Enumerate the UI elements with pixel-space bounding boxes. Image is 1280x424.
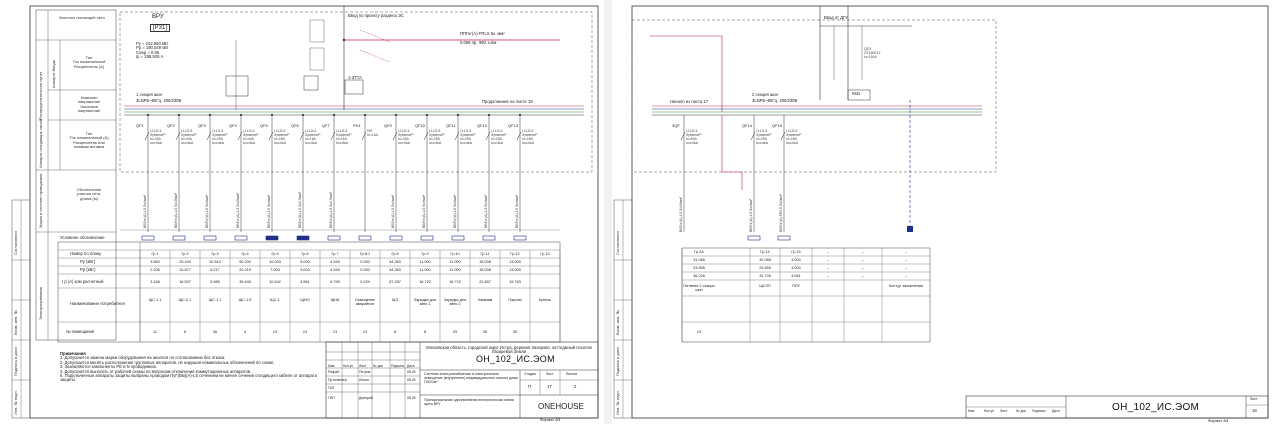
table-cell: 20.440 [179, 260, 191, 264]
stamp-col-kol: Кол.уч [984, 409, 995, 413]
row-label-pr: Pр (кВт) [80, 267, 96, 272]
stamp-role: Разраб [328, 370, 340, 374]
table-cell: 44.260 [389, 268, 401, 272]
feeder-id: QF4 [229, 123, 237, 128]
table-cell: Гр.6 [301, 252, 309, 256]
feeder-spec: L1L2L3 SystemeP In=25А Icu=6кА [522, 129, 538, 145]
table-cell: 10.877 [179, 268, 191, 272]
table-cell: 13.000 [509, 260, 521, 264]
stamp-sheet: 18 [1252, 408, 1257, 413]
table-cell: 13 [332, 330, 338, 334]
table-cell: 0.229 [360, 280, 370, 284]
consumer-marker [778, 236, 790, 240]
stamp-col-list: Лист [1000, 409, 1008, 413]
consumer-marker [483, 236, 495, 240]
table-cell: 10.810 [209, 260, 221, 264]
table-cell: 11.000 [419, 268, 431, 272]
vlabel-consumer: Электроприёмник [38, 286, 43, 320]
table-cell: 20.855 [759, 266, 771, 270]
consumer-marker [266, 236, 278, 240]
table-cell: 44.260 [389, 260, 401, 264]
table-cell: ЩС-1.5 [238, 298, 252, 302]
vlabel-distribution-point: Распределительное пункт [38, 71, 43, 120]
feeder-id: QF14 [742, 123, 753, 128]
feeder-id: QF1 [136, 123, 144, 128]
bus-junction [364, 114, 366, 116]
stamp-col-doc: № док [1016, 409, 1026, 413]
panel-param: Cosφ = 0.95 [136, 49, 160, 55]
consumer-marker [173, 236, 185, 240]
feeder-spec: L1L2L3 SystemeP In=25А Icu=6кА [786, 129, 802, 145]
table-cell: 20.219 [239, 268, 251, 272]
breaker-symbol [207, 132, 211, 140]
feed-text: Ввод по проекту раздела ЭС [348, 13, 404, 18]
stamp-col-doc: № док [373, 364, 383, 368]
table-cell: ЩЭ [391, 298, 399, 302]
header-supply-network: Военное питающей сети [59, 15, 105, 20]
table-cell: Гр.2А [694, 250, 704, 254]
table-cell: Зарядка для авто 2 [443, 298, 467, 306]
breaker-symbol [424, 132, 428, 140]
bus-junction [333, 114, 335, 116]
table-cell: 36 [212, 330, 218, 334]
table-cell: 13 [302, 330, 308, 334]
table-cell: Гр.7 [331, 252, 339, 256]
right-sheet [612, 0, 1280, 424]
stamp-address: Московская область, городской округ Истра, деревня Захарово, коттеджный поселок Лазаревой Земли [426, 345, 592, 355]
breaker-symbol [681, 132, 685, 140]
stamp-sheets-label: Листов [566, 372, 578, 376]
table-cell: ЩСЗП [759, 284, 771, 288]
table-cell: 29 [452, 330, 458, 334]
header-outgoing-device: Тип Ток номинальный (А) Расцепитель или плавкая вставка [69, 131, 109, 150]
feeder-id: QF12 [477, 123, 488, 128]
bus-junction [426, 114, 428, 116]
stamp-drawing-title: Принципиальная однолинейная электрическая схема щита ВРУ [424, 398, 514, 406]
note-item: 2. Допускается менять расположение групповых аппаратов, не нарушая номинальных обозначений по схеме. [60, 359, 275, 365]
stamp-sheet-label: Лист [1250, 397, 1258, 401]
stamp-title: Система электроснабжения и электрическое освещение (внутреннее) индивидуального жилого дома ПЛ2/2м² [424, 372, 518, 384]
consumer-marker [142, 236, 154, 240]
side-label: Взам. инв. № [615, 310, 620, 335]
switch-qs3-spec: QS3 OT160E12 In=160А [864, 47, 881, 59]
feeder-spec: L1L2L3 SystemeP In=25А Icu=6кА [491, 129, 507, 145]
stamp-date: 08.25 [407, 396, 416, 400]
from-sheet-label: Начало из листа 17 [670, 99, 709, 104]
feeder-spec: L1L2L3 SystemeP In=40А Icu=6кА [243, 129, 259, 145]
table-cell: Гр.11 [480, 252, 490, 256]
stamp-person: Петров [359, 370, 371, 374]
feeder-id: РН1 [353, 123, 361, 128]
feeder-id: QF9 [384, 123, 392, 128]
table-cell: 0.050 [360, 260, 370, 264]
table-cell: 11.000 [419, 260, 431, 264]
consumer-marker [390, 236, 402, 240]
feeder-spec: L1L2L3 SystemeP In=25А Icu=6кА [212, 129, 228, 145]
consumer-marker [452, 236, 464, 240]
table-cell: 4 [243, 330, 247, 334]
table-cell: – [826, 258, 830, 262]
note-item: 5. Подключенные аппараты защиты выбраны проводом ПуГ(Вм)(А)-LS сечением не менее сечения отходящего кабеля от аппарата защиты. [60, 373, 317, 383]
stamp-person: Дмитрий [359, 396, 373, 400]
feeder-spec: L1L2L3 SystemeP In=25А Icu=6кА [274, 129, 290, 145]
table-cell: Гр.14 [760, 250, 770, 254]
stamp-col-kol: Кол.уч [343, 364, 354, 368]
cable-label: ВВГнг(А)-LS 5x2.5мм² [329, 191, 333, 228]
table-cell: Гр.3 [211, 252, 219, 256]
breaker-symbol [238, 132, 242, 140]
stamp-sheet-label: Лист [546, 372, 554, 376]
bus2-spec: 3LNPE~50Гц, 400/230В [752, 98, 798, 103]
table-cell: Гр.5 [271, 252, 279, 256]
feeder-spec: L1L2L3 SystemeP In=16А Icu=6кА [336, 129, 352, 145]
ats-label: 1-ЗТТА [348, 75, 362, 80]
row-label-ip: I р (А) ком расчетный [62, 279, 104, 284]
table-cell: 30 [512, 330, 518, 334]
table-cell: ЩС-1.1 [148, 298, 162, 302]
vlabel-input-device: Аппарат Ввода [51, 60, 56, 88]
stamp-stage-label: Стадия [524, 372, 536, 376]
table-cell: 15.008 [479, 260, 491, 264]
bus-junction [147, 114, 149, 116]
stamp-role: ГИП [328, 396, 335, 400]
bus2-label: 2 секция шин [752, 92, 778, 97]
feeder-id: QF6 [291, 123, 299, 128]
stamp-col-izm: Изм [968, 409, 975, 413]
side-label: Инв. № подл. [13, 390, 18, 415]
breaker-symbol [486, 132, 490, 140]
row-label-symbol: Условное обозначение [60, 235, 105, 240]
stamp-col-date: Дата [1052, 409, 1060, 413]
table-cell: – [861, 274, 865, 278]
stamp-col-date: Дата [407, 364, 415, 368]
sheet-format: Формат А3 [540, 417, 561, 422]
breaker-symbol [331, 132, 335, 140]
feed-cable: ППГнг(А)-FRLS 5x..мм² [460, 31, 505, 36]
bus-junction [395, 114, 397, 116]
table-cell: 23.955 [693, 266, 705, 270]
table-cell: Гр.1 [151, 252, 159, 256]
left-sheet [0, 0, 604, 424]
table-cell: – [861, 258, 865, 262]
right-sheet-drawing [612, 0, 1280, 424]
table-cell: – [904, 258, 908, 262]
breaker-symbol [269, 132, 273, 140]
table-cell: 4.561 [300, 280, 310, 284]
table-cell: – [904, 250, 908, 254]
feeder-spec: РМ In=16А [367, 129, 378, 137]
side-label: Подпись и дата [13, 347, 18, 376]
dgu-feed-text: Ввод от ДГУ [824, 15, 848, 20]
panel-tag: [P31] [150, 24, 170, 32]
table-cell: – [826, 274, 830, 278]
row-label-name: Наименование потребителя [70, 301, 125, 306]
cable-label: ВВГнг(А)-LS 5x10мм² [236, 192, 240, 228]
note-item: 3. Заземляются компоненты PE и N проводников. [60, 364, 157, 370]
table-cell: ЩНА [330, 298, 340, 302]
table-cell: 50.200 [239, 260, 251, 264]
table-cell: 36.226 [693, 274, 705, 278]
table-cell: 5.000 [300, 260, 310, 264]
table-cell: 6 [183, 330, 187, 334]
table-cell: Гр.10 [450, 252, 460, 256]
table-cell: Гр.8.1 [359, 252, 371, 256]
feeder-spec: L1L2L3 SystemeP In=16А Icu=6кА [305, 129, 321, 145]
table-cell: 31.085 [693, 258, 705, 262]
stamp-sheet: 17 [547, 384, 552, 389]
vlabel-outgoing-device: Аппарат отходящих линий [38, 119, 43, 168]
table-cell: 2.106 [150, 268, 160, 272]
consumer-marker [328, 236, 340, 240]
table-cell: 8 [423, 330, 427, 334]
table-cell: – [861, 250, 865, 254]
feeder-id: QF7 [322, 123, 330, 128]
table-cell: 10.003 [269, 260, 281, 264]
table-cell: 3.560 [150, 260, 160, 264]
table-cell: Гр.13 [540, 252, 550, 256]
breaker-symbol [455, 132, 459, 140]
note-item: 1. Допускается замена марки оборудования на аналоги по согласованию без отказа. [60, 355, 226, 361]
table-cell: 3.000 [791, 266, 801, 270]
table-cell: 7.003 [270, 268, 280, 272]
breaker-symbol [781, 132, 785, 140]
table-cell: – [826, 250, 830, 254]
stamp-stage: П [528, 384, 532, 389]
table-cell: 11 [153, 330, 157, 334]
table-cell: ППУ [792, 284, 800, 288]
feed-cable-length: 0.069 пр. Ф02 I=6м [460, 40, 497, 45]
table-cell: 3.000 [791, 258, 801, 262]
breaker-symbol [145, 132, 149, 140]
table-cell: 13 [272, 330, 278, 334]
table-cell: 32.085 [759, 258, 771, 262]
table-cell: Гр.9 [421, 252, 429, 256]
stamp-sheets: 2 [574, 384, 577, 389]
table-cell: – [904, 266, 908, 270]
feeder-id: QF2 [167, 123, 175, 128]
table-cell: 19.763 [509, 280, 521, 284]
cable-label: ВВГнг(А)-LS 5x10мм² [174, 192, 178, 228]
consumer-marker [421, 236, 433, 240]
ground-marker [907, 226, 913, 232]
side-label: Согласовано [13, 230, 18, 255]
notes-block [60, 352, 322, 383]
table-cell: Контур заземления [888, 284, 924, 288]
breaker-symbol [393, 132, 397, 140]
stamp-role: ГАП [328, 386, 335, 390]
stamp-col-list: Лист [359, 364, 367, 368]
bus-junction [209, 114, 211, 116]
table-cell: 11.000 [449, 260, 461, 264]
table-cell: 13 [362, 330, 368, 334]
table-cell: Гр.2 [181, 252, 189, 256]
breaker-symbol [517, 132, 521, 140]
consumer-marker [297, 236, 309, 240]
note-item: 4. Допускается выносить от рабочей схемы по вопросам отключения коммутационных аппаратов. [60, 368, 252, 374]
table-cell: 3.003 [300, 268, 310, 272]
table-cell: 6.795 [330, 280, 340, 284]
panel-param: Iр = 288.925 А [136, 54, 164, 60]
table-cell: Гр.12 [510, 252, 520, 256]
table-cell: 6.217 [210, 268, 220, 272]
bus1-spec: 3LNPE~50Гц, 400/230В [136, 98, 182, 103]
stamp-role: Пр.инженер [328, 378, 347, 382]
table-cell: 26 [482, 330, 488, 334]
table-cell: Гр.8 [391, 252, 399, 256]
table-cell: 16.722 [449, 280, 461, 284]
cable-label: ВВГнг(А)-LS 5x4мм² [453, 194, 457, 228]
cable-label: ВВГнг(А)-LS 5x4мм² [143, 194, 147, 228]
header-voltage: Номинал напряжение Числовое напряжение [77, 95, 101, 114]
side-label: Инв. № подл. [615, 390, 620, 415]
stamp-col-sign: Подпись [391, 364, 405, 368]
contactor-label: КМ1 [852, 91, 861, 96]
bus-junction [457, 114, 459, 116]
table-cell: Парная [508, 298, 522, 302]
row-label-number: Номер по плану [70, 251, 102, 256]
bus-junction [488, 114, 490, 116]
table-cell: 8 [393, 330, 397, 334]
cable-label: ВВГнг(А)-LS 5x4мм² [749, 198, 753, 232]
consumer-marker [748, 236, 760, 240]
panel-params [136, 42, 169, 60]
table-cell: 4.545 [330, 260, 340, 264]
feeder-spec: L1L2L3 SystemeP In=25А Icu=6кА [429, 129, 445, 145]
table-cell: 10.642 [269, 280, 281, 284]
vlabel-cable-brand: Марка и сечение проводника [38, 173, 43, 228]
cable-label: ВВГнг(А)-LS 5x4мм² [515, 194, 519, 228]
stamp-col-izm: Изм [328, 364, 335, 368]
breaker-symbol [751, 132, 755, 140]
table-cell: 39.445 [239, 280, 251, 284]
cable-label: ВВГнг(А)-LS 5x4мм² [422, 194, 426, 228]
drawing-code: ОН_102_ИС.ЭОМ [1112, 402, 1200, 413]
table-cell: 5.985 [210, 280, 220, 284]
table-cell: 11.000 [449, 268, 461, 272]
feeder-id: QF10 [415, 123, 426, 128]
table-cell: Гр.15 [791, 250, 801, 254]
table-cell: ЩС-0.1 [178, 298, 192, 302]
table-cell: 4.545 [330, 268, 340, 272]
table-cell: ЩНО [300, 298, 310, 302]
cable-label: ВВГнг(А)-LS 5x2.5мм² [298, 191, 302, 228]
table-cell: 3.168 [150, 280, 160, 284]
bus-junction [519, 114, 521, 116]
cable-label: ВВГнг(А)-LS 5x4мм² [267, 194, 271, 228]
consumer-marker [359, 236, 371, 240]
feeder-id: QF13 [508, 123, 519, 128]
table-cell: Питание 2 секции шин [683, 284, 715, 292]
consumer-marker [204, 236, 216, 240]
table-cell: 0.050 [360, 268, 370, 272]
bus-junction [271, 114, 273, 116]
table-cell: 13.000 [509, 268, 521, 272]
panel-param: Pр = 190.049 кВт [136, 45, 169, 51]
bus-junction [178, 114, 180, 116]
header-input-device: Тип Ток номинальный Расцепитель (А) [72, 55, 106, 69]
cable-label: ВВГнг(А)-LS 5x10мм² [679, 196, 683, 232]
panel-name: ВРУ [152, 14, 164, 20]
table-cell: 15.008 [479, 268, 491, 272]
bus-junction [240, 114, 242, 116]
panel-param: Pу = 242.950 кВт [136, 41, 169, 46]
table-cell: – [904, 274, 908, 278]
bus-continue-label: Продолжение на листе 18 [482, 99, 533, 104]
cable-label: ВВГнг(А)-LS 5x4мм² [205, 194, 209, 228]
breaker-symbol [300, 132, 304, 140]
table-cell: 31.705 [759, 274, 771, 278]
table-cell: Освещение аварийное [354, 298, 376, 306]
table-cell: 13 [696, 330, 702, 334]
table-cell: Хаммам [477, 298, 493, 302]
sheet-format: Формат А3 [1208, 418, 1229, 423]
feeder-spec: L1L2L3 SystemeP In=40А Icu=6кА [181, 129, 197, 145]
bus1-label: 1 секция шин [136, 92, 162, 97]
feeder-id: QF5 [260, 123, 268, 128]
table-cell: 16.722 [419, 280, 431, 284]
feeder-spec: L1L2L3 SystemeP In=25А Icu=6кА [398, 129, 414, 145]
feeder-spec: L1L2L3 SystemeP In=25А Icu=6кА [460, 129, 476, 145]
feeder-id: 3QF [672, 123, 680, 128]
table-cell: 67.287 [389, 280, 401, 284]
table-cell: ЩС-1.1 [208, 298, 222, 302]
breaker-symbol [176, 132, 180, 140]
stamp-date: 08.25 [407, 370, 416, 374]
side-label: Взам. инв. № [13, 310, 18, 335]
cable-label: ВВГнг(А)-LS 5x4мм² [484, 194, 488, 228]
side-label: Согласовано [615, 230, 620, 255]
table-cell: 22.807 [479, 280, 491, 284]
table-cell: Купель [538, 298, 552, 302]
drawing-code: ОН_102_ИС.ЭОМ [476, 354, 555, 364]
feeder-spec: L1L2L3 SystemeP In=25А Icu=6кА [150, 129, 166, 145]
breaker-symbol [362, 132, 366, 140]
feeder-id: QF15 [772, 123, 783, 128]
table-cell: Зарядка для авто 1 [413, 298, 437, 306]
table-cell: – [826, 266, 830, 270]
header-cable-section: Обозначение участка сети, длина (м) [76, 187, 102, 201]
row-label-room: № помещения [66, 329, 95, 334]
feeder-spec: L1L2L3 SystemeP In=50А Icu=6кА [686, 129, 702, 145]
cable-label: ВВГнг(А)-LS 5x4мм² [391, 194, 395, 228]
stamp-person: Ильин [359, 378, 369, 382]
table-cell: 16.537 [179, 280, 191, 284]
stamp-col-sign: Подпись [1032, 409, 1046, 413]
stamp-company: ONEHOUSE [538, 402, 584, 411]
table-cell: – [861, 266, 865, 270]
consumer-marker [514, 236, 526, 240]
table-cell: Гр.4 [241, 252, 249, 256]
stamp-date: 08.25 [407, 378, 416, 382]
feeder-id: QF11 [446, 123, 456, 128]
side-label: Подпись и дата [615, 347, 620, 376]
cable-label: ВВГнг(А)-FRLS 5x4мм² [779, 194, 783, 232]
consumer-marker [235, 236, 247, 240]
table-cell: ЩС-1 [270, 298, 280, 302]
notes-title: Примечания [60, 351, 86, 356]
feeder-spec: L1L2L3 SystemeP In=25А Icu=6кА [756, 129, 772, 145]
feeder-id: QF3 [198, 123, 206, 128]
table-cell: 4.561 [791, 274, 801, 278]
bus-junction [302, 114, 304, 116]
row-label-pu: Pу (кВт) [80, 259, 96, 264]
